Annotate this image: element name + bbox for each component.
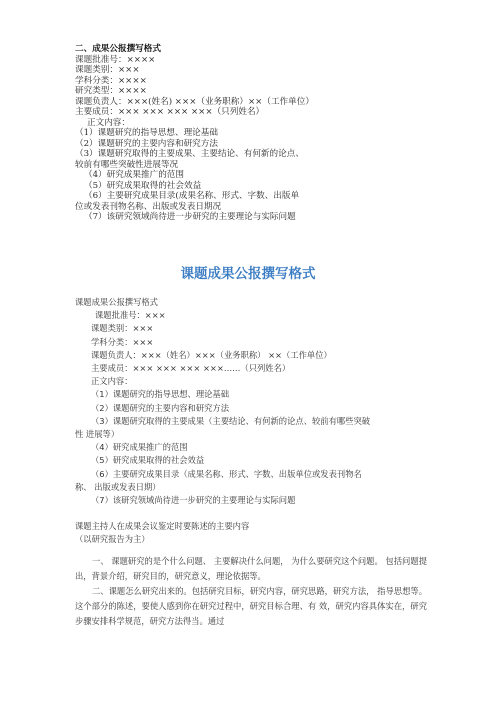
outline-line: （5）研究成果取得的社会效益 [84,180,202,191]
section-title: 二、成果公报撰写格式 [75,44,161,54]
presentation-title: 课题主持人在成果会议鉴定时要陈述的主要内容 [75,521,250,531]
outline-line: 主要成员：××× ××× ××× ×××（只列姓名） [75,107,265,117]
page-heading: 课题成果公报撰写格式 [180,266,316,282]
section-format-outline [75,44,455,223]
detail-line: 课题成果公报撰写格式 [75,297,158,307]
outline-line: （7）该研究领域尚待进一步研究的主要理论与实际问题 [84,212,296,222]
detail-line: 主要成员：××× ××× ××× ×××……（只列姓名） [91,363,291,374]
detail-line: 课题批准号：××× [95,310,166,321]
detail-line: （3）课题研究取得的主要成果（主要结论、有何新的论点、较前有哪些突破 [91,415,371,426]
detail-line: （2）课题研究的主要内容和研究方法 [91,402,230,413]
outline-line: 课题类别：××× [75,65,140,75]
outline-line: （2）课题研究的主要内容和研究方法 [75,138,218,149]
paragraph: 二、课题怎么研究出来的。包括研究目标，研究内容，研究思路，研究方法， 指导思想等。这个部分的陈述，要使人感到你在研究过程中，研究目标合理、有 效，研究内容具体实在，研究步骤安排科学规范，研究方法得当。通过 [75,586,427,627]
outline-line: （3）课题研究取得的主要成果、主要结论、有何新的论点、 [75,149,304,159]
detail-line: 称、 出版或发表日期） [75,481,161,492]
section-format-detail [75,296,425,507]
detail-line: 学科分类：××× [91,336,154,347]
detail-line: （6）主要研究成果目录（成果名称、形式、字数、出版单位或发表刊物名 [91,468,362,479]
paragraph: 一、 课题研究的是个什么问题、 主要解决什么问题， 为什么要研究这个问题。 包括问题提出，背景介绍，研究目的，研究意义，理论依据等。 [75,556,427,582]
detail-line: 课题负责人：×××（姓名）×××（业务职称） ××（工作单位） [91,349,332,360]
section-presentation [75,520,427,629]
detail-line: 课题类别：××× [91,323,154,334]
detail-line: （7）该研究领域尚待进一步研究的主要理论与实际问题 [91,495,296,506]
detail-line: 正文内容： [91,376,133,387]
outline-line: （6）主要研究成果目录(成果名称、形式、字数、出版单 [84,191,300,201]
detail-line: （1）课题研究的指导思想、理论基础 [91,389,230,400]
outline-line: 学科分类：×××× [75,75,147,86]
detail-line: （4）研究成果推广的范围 [91,442,188,453]
outline-line: 位或发表刊物名称、出版或发表日期况 [75,201,222,212]
outline-line: 课题负责人：×××(姓名) ×××（业务职称）××（工作单位） [75,96,314,107]
presentation-subtitle: （以研究报告为主） [75,534,150,545]
outline-line: （4）研究成果推广的范围 [84,170,184,180]
detail-line: 性 进展等） [75,429,120,440]
outline-line: 课题批准号：×××× [75,54,156,65]
outline-line: 正文内容： [87,117,130,128]
outline-line: 研究类型：×××× [75,86,147,96]
outline-line: 较前有哪些突破性进展等况 [75,159,179,170]
outline-line: （1）课题研究的指导思想、理论基础 [75,128,218,138]
detail-line: （5）研究成果取得的社会效益 [91,455,205,466]
